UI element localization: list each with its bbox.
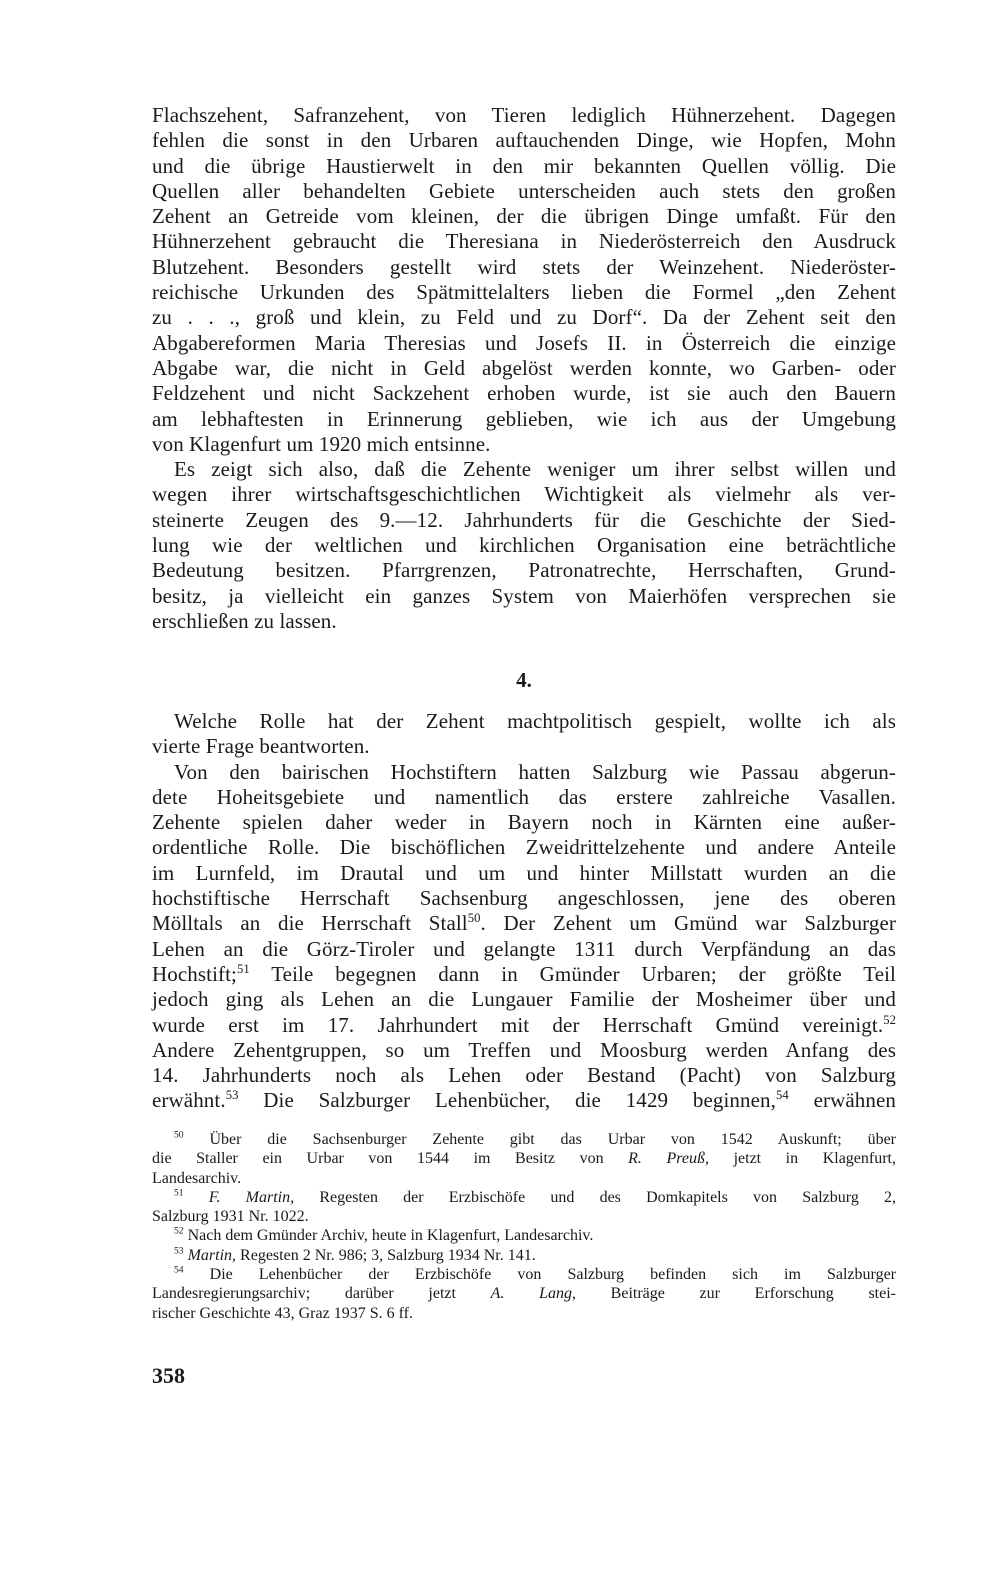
paragraph-3 bbox=[152, 709, 896, 760]
text-line: Welche Rolle hat der Zehent machtpolitisch gespielt, wollte ich als bbox=[174, 709, 896, 733]
section-heading: 4. bbox=[516, 668, 532, 692]
footnote-54 bbox=[152, 1265, 896, 1284]
footnote-51 bbox=[152, 1188, 896, 1207]
text-line bbox=[152, 1013, 896, 1038]
footnote-text: Über die Sachsenburger Zehente gibt das Urbar von 1542 Auskunft; über bbox=[183, 1131, 896, 1148]
footnote-52 bbox=[152, 1226, 896, 1245]
text-line: Von den bairischen Hochstiftern hatten Salzburg wie Passau abgerun- bbox=[174, 759, 896, 784]
footnote-ref[interactable]: 52 bbox=[883, 1012, 896, 1027]
text-line: Abgabe war, die nicht in Geld abgelöst werden konnte, wo Garben- oder bbox=[152, 355, 896, 380]
footnote-text: Die Lehenbücher der Erzbischöfe von Salzburg befinden sich im Salzburger bbox=[183, 1266, 896, 1284]
text-line: Flachszehent, Safranzehent, von Tieren lediglich Hühnerzehent. Dagegen bbox=[152, 103, 896, 127]
text-run: erwähnen bbox=[788, 1088, 897, 1113]
text-run: Hochstift; bbox=[152, 961, 237, 986]
text-line: Hühnerzehent gebraucht die Theresiana in Niederösterreich den Ausdruck bbox=[152, 229, 896, 254]
footnote-number: 52 bbox=[174, 1226, 184, 1238]
footnote-ref[interactable]: 54 bbox=[776, 1088, 789, 1103]
body-text-lower bbox=[152, 709, 896, 1114]
footnotes bbox=[152, 1130, 896, 1323]
text-run: Die Salzburger Lehenbücher, die 1429 beginnen, bbox=[238, 1088, 777, 1113]
text-line: zu . . ., groß und klein, zu Feld und zu Dorf“. Da der Zehent seit den bbox=[152, 305, 896, 330]
text-line: reichische Urkunden des Spätmittelalters lieben die Formel „den Zehent bbox=[152, 280, 896, 305]
text-line: Quellen aller behandelten Gebiete unterscheiden auch stets den großen bbox=[152, 178, 896, 203]
text-line: Feldzehent und nicht Sackzehent erhoben wurde, ist sie auch den Bauern bbox=[152, 381, 896, 406]
footnote-number: 50 bbox=[174, 1129, 184, 1141]
footnote-text: die Staller ein Urbar von 1544 im Besitz von bbox=[152, 1150, 629, 1168]
text-line: Lehen an die Görz-Tiroler und gelangte 1311 durch Verpfändung an das bbox=[152, 936, 896, 961]
author-name: R. Preuß, bbox=[628, 1150, 710, 1168]
footnote-text-line bbox=[152, 1284, 896, 1303]
footnote-text: jetzt in Klagenfurt, bbox=[709, 1150, 897, 1168]
text-line: Bedeutung besitzen. Pfarrgrenzen, Patronatrechte, Herrschaften, Grund- bbox=[152, 558, 896, 583]
footnote-text-line bbox=[152, 1149, 896, 1168]
text-run: wurde erst im 17. Jahrhundert mit der Herrschaft Gmünd vereinigt. bbox=[152, 1012, 884, 1037]
text-line: von Klagenfurt um 1920 mich entsinne. bbox=[152, 431, 491, 456]
author-name: Martin, bbox=[183, 1246, 237, 1264]
author-name: A. Lang, bbox=[490, 1285, 576, 1303]
text-line: Blutzehent. Besonders gestellt wird stets der Weinzehent. Niederöster- bbox=[152, 254, 896, 279]
text-line: vierte Frage beantworten. bbox=[152, 734, 370, 759]
footnote-text: Landesregierungsarchiv; darüber jetzt bbox=[152, 1285, 491, 1303]
footnote-text: Nach dem Gmünder Archiv, heute in Klagenfurt, Landesarchiv. bbox=[183, 1227, 594, 1245]
footnote-text-line: rischer Geschichte 43, Graz 1937 S. 6 ff. bbox=[152, 1304, 413, 1322]
text-line: dete Hoheitsgebiete und namentlich das erstere zahlreiche Vasallen. bbox=[152, 784, 896, 809]
page-number: 358 bbox=[152, 1363, 185, 1388]
paragraph-1 bbox=[152, 103, 896, 457]
text-line: ordentliche Rolle. Die bischöflichen Zweidrittelzehente und andere Anteile bbox=[152, 835, 896, 860]
text-line: und die übrige Haustierwelt in den mir bekannten Quellen völlig. Die bbox=[152, 153, 896, 178]
footnote-number: 51 bbox=[174, 1187, 184, 1199]
footnote-number: 53 bbox=[174, 1245, 184, 1257]
text-line bbox=[152, 911, 896, 936]
footnote-text: Beiträge zur Erforschung stei- bbox=[575, 1285, 896, 1303]
text-run: Mölltals an die Herrschaft Stall bbox=[152, 911, 468, 936]
paragraph-2 bbox=[152, 457, 896, 634]
text-line: Zehente spielen daher weder in Bayern noch in Kärnten eine außer- bbox=[152, 810, 896, 835]
text-line: am lebhaftesten in Erinnerung geblieben, wie ich aus der Umgebung bbox=[152, 406, 896, 431]
text-line: steinerte Zeugen des 9.—12. Jahrhunderts für die Geschichte der Sied- bbox=[152, 507, 896, 532]
text-line: wegen ihrer wirtschaftsgeschichtlichen Wichtigkeit als vielmehr als ver- bbox=[152, 482, 896, 507]
text-line: hochstiftische Herrschaft Sachsenburg angeschlossen, jene des oberen bbox=[152, 886, 896, 911]
text-line: im Lurnfeld, im Drautal und um und hinter Millstatt wurden an die bbox=[152, 860, 896, 885]
text-line: erschließen zu lassen. bbox=[152, 608, 337, 633]
body-text-upper bbox=[152, 103, 896, 634]
text-run: Teile begegnen dann in Gmünder Urbaren; der größte Teil bbox=[249, 961, 896, 986]
author-name: F. Martin, bbox=[183, 1188, 295, 1206]
text-line: jedoch ging als Lehen an die Lungauer Familie der Mosheimer über und bbox=[152, 987, 896, 1012]
footnote-number: 54 bbox=[174, 1264, 184, 1276]
text-run: erwähnt. bbox=[152, 1088, 226, 1113]
footnote-53 bbox=[152, 1246, 896, 1265]
footnote-ref[interactable]: 51 bbox=[237, 961, 250, 976]
text-line: fehlen die sonst in den Urbaren auftauchenden Dinge, wie Hopfen, Mohn bbox=[152, 128, 896, 153]
text-line: Abgabereformen Maria Theresias und Josefs II. in Österreich die einzige bbox=[152, 330, 896, 355]
text-line bbox=[152, 962, 896, 987]
footnote-text: Regesten der Erzbischöfe und des Domkapitels von Salzburg 2, bbox=[294, 1188, 897, 1206]
text-line: lung wie der weltlichen und kirchlichen Organisation eine beträchtliche bbox=[152, 533, 896, 558]
footnote-text-line: Landesarchiv. bbox=[152, 1169, 242, 1187]
footnote-text-line: Salzburg 1931 Nr. 1022. bbox=[152, 1208, 309, 1226]
footnote-text: Regesten 2 Nr. 986; 3, Salzburg 1934 Nr. 141. bbox=[236, 1246, 536, 1264]
footnote-ref[interactable]: 53 bbox=[225, 1088, 239, 1103]
footnote-ref[interactable]: 50 bbox=[467, 911, 481, 926]
text-line bbox=[152, 1088, 896, 1113]
text-run: . Der Zehent um Gmünd war Salzburger bbox=[480, 911, 897, 936]
text-line: Es zeigt sich also, daß die Zehente weniger um ihrer selbst willen und bbox=[174, 457, 896, 482]
text-line: Andere Zehentgruppen, so um Treffen und Moosburg werden Anfang des bbox=[152, 1037, 896, 1062]
paragraph-4 bbox=[152, 760, 896, 1114]
footnote-50 bbox=[152, 1130, 896, 1149]
text-line: Zehent an Getreide vom kleinen, der die übrigen Dinge umfaßt. Für den bbox=[152, 204, 896, 229]
text-line: 14. Jahrhunderts noch als Lehen oder Bestand (Pacht) von Salzburg bbox=[152, 1063, 896, 1088]
text-line: besitz, ja vielleicht ein ganzes System von Maierhöfen versprechen sie bbox=[152, 583, 896, 608]
